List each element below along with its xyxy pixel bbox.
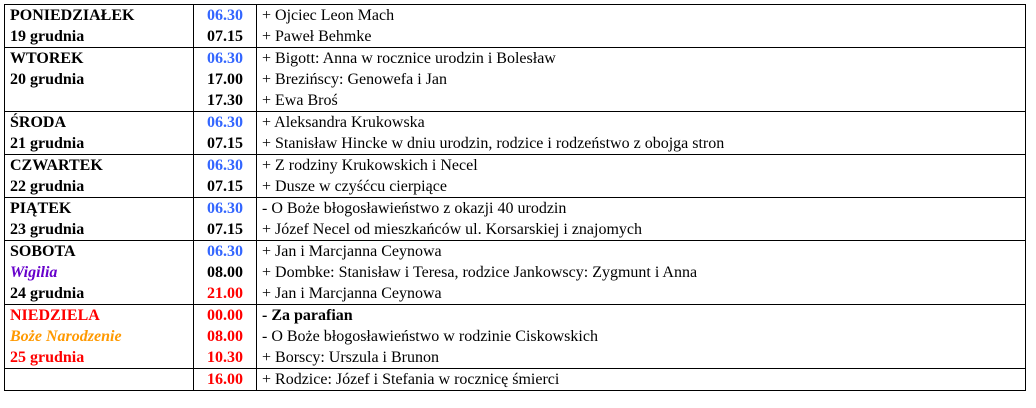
time-cell: 06.30: [194, 112, 257, 134]
time-cell: 06.30: [194, 198, 257, 220]
table-row: [5, 26, 1026, 48]
mass-intentions-table: [4, 4, 1026, 391]
intention-cell: + Z rodziny Krukowskich i Necel: [257, 155, 1026, 177]
table-row: [5, 198, 1026, 220]
table-row: [5, 369, 1026, 391]
day-cell: 25 grudnia: [5, 347, 194, 369]
table-row: [5, 262, 1026, 283]
day-cell: 19 grudnia: [5, 26, 194, 48]
time-cell: 07.15: [194, 219, 257, 241]
time-cell: 10.30: [194, 347, 257, 369]
day-cell: CZWARTEK: [5, 155, 194, 177]
table-row: [5, 283, 1026, 305]
table-row: [5, 5, 1026, 27]
table-row: [5, 90, 1026, 112]
day-cell: [5, 90, 194, 112]
day-cell: PIĄTEK: [5, 198, 194, 220]
table-row: [5, 155, 1026, 177]
intention-cell: + Bigott: Anna w rocznice urodzin i Bolesław: [257, 48, 1026, 70]
intention-cell: + Rodzice: Józef i Stefania w rocznicę śmierci: [257, 369, 1026, 391]
table-row: [5, 305, 1026, 327]
intention-cell: + Paweł Behmke: [257, 26, 1026, 48]
intention-cell: + Borscy: Urszula i Brunon: [257, 347, 1026, 369]
day-cell: 20 grudnia: [5, 69, 194, 90]
time-cell: 07.15: [194, 176, 257, 198]
day-cell: WTOREK: [5, 48, 194, 70]
time-cell: 07.15: [194, 26, 257, 48]
intention-cell: + Jan i Marcjanna Ceynowa: [257, 241, 1026, 263]
table-row: [5, 69, 1026, 90]
intention-cell: + Brezińscy: Genowefa i Jan: [257, 69, 1026, 90]
intention-cell: + Ojciec Leon Mach: [257, 5, 1026, 27]
intention-cell: + Józef Necel od mieszkańców ul. Korsarskiej i znajomych: [257, 219, 1026, 241]
day-cell: 24 grudnia: [5, 283, 194, 305]
time-cell: 00.00: [194, 305, 257, 327]
day-cell: 23 grudnia: [5, 219, 194, 241]
time-cell: 17.30: [194, 90, 257, 112]
table-row: [5, 176, 1026, 198]
intention-cell: - O Boże błogosławieństwo z okazji 40 urodzin: [257, 198, 1026, 220]
day-cell: Wigilia: [5, 262, 194, 283]
time-cell: 17.00: [194, 69, 257, 90]
intention-cell: + Stanisław Hincke w dniu urodzin, rodzice i rodzeństwo z obojga stron: [257, 133, 1026, 155]
table-row: [5, 219, 1026, 241]
table-row: [5, 347, 1026, 369]
table-row: [5, 48, 1026, 70]
time-cell: 07.15: [194, 133, 257, 155]
time-cell: 21.00: [194, 283, 257, 305]
table-row: [5, 133, 1026, 155]
time-cell: 08.00: [194, 262, 257, 283]
day-cell: NIEDZIELA: [5, 305, 194, 327]
mass-intentions-body: [5, 5, 1026, 391]
time-cell: 06.30: [194, 241, 257, 263]
time-cell: 06.30: [194, 155, 257, 177]
intention-cell: + Jan i Marcjanna Ceynowa: [257, 283, 1026, 305]
day-cell: [5, 369, 194, 391]
day-cell: 22 grudnia: [5, 176, 194, 198]
table-row: [5, 241, 1026, 263]
intention-cell: - Za parafian: [257, 305, 1026, 327]
table-row: [5, 112, 1026, 134]
intention-cell: - O Boże błogosławieństwo w rodzinie Ciskowskich: [257, 326, 1026, 347]
time-cell: 08.00: [194, 326, 257, 347]
intention-cell: + Aleksandra Krukowska: [257, 112, 1026, 134]
intention-cell: + Dombke: Stanisław i Teresa, rodzice Jankowscy: Zygmunt i Anna: [257, 262, 1026, 283]
day-cell: Boże Narodzenie: [5, 326, 194, 347]
day-cell: PONIEDZIAŁEK: [5, 5, 194, 27]
intention-cell: + Dusze w czyśćcu cierpiące: [257, 176, 1026, 198]
time-cell: 06.30: [194, 5, 257, 27]
time-cell: 16.00: [194, 369, 257, 391]
day-cell: 21 grudnia: [5, 133, 194, 155]
day-cell: ŚRODA: [5, 112, 194, 134]
day-cell: SOBOTA: [5, 241, 194, 263]
time-cell: 06.30: [194, 48, 257, 70]
table-row: [5, 326, 1026, 347]
intention-cell: + Ewa Broś: [257, 90, 1026, 112]
